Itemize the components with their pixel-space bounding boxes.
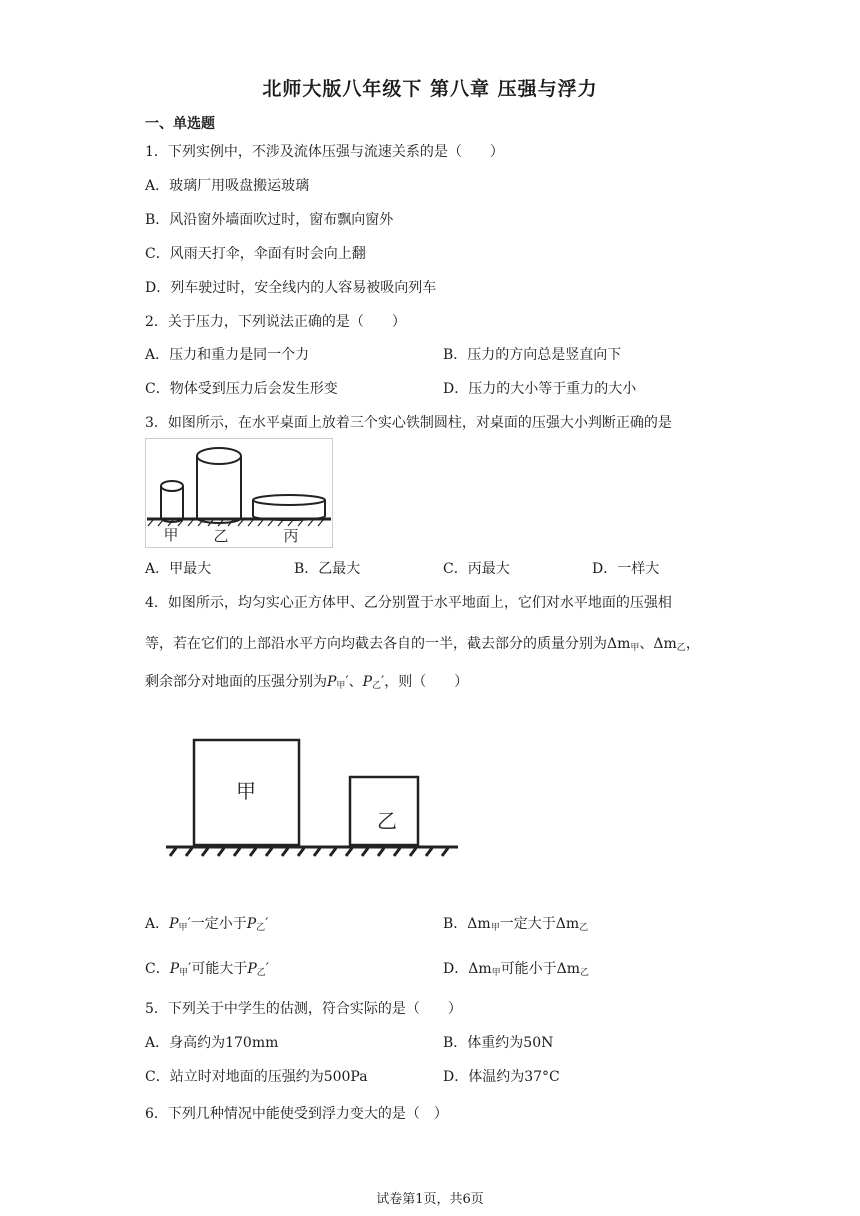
- question-3-option-b: B．乙最大: [294, 561, 361, 577]
- question-3-option-c: C．丙最大: [443, 561, 510, 577]
- question-1-option-c: C．风雨天打伞，伞面有时会向上翻: [145, 246, 366, 262]
- section-heading: 一、单选题: [145, 116, 215, 132]
- question-5-stem: 5．下列关于中学生的估测，符合实际的是（ ）: [145, 1001, 462, 1017]
- delta-m-jia: $\Delta m_甲$: [607, 636, 640, 653]
- question-1-stem: 1．下列实例中，不涉及流体压强与流速关系的是（ ）: [145, 144, 504, 160]
- question-4-stem-line1: 4．如图所示，均匀实心正方体甲、乙分别置于水平地面上，它们对水平地面的压强相: [145, 595, 672, 611]
- stem-line2-text: 等，若在它们的上部沿水平方向均截去各自的一半，截去部分的质量分别为: [145, 636, 607, 652]
- question-4-option-a: A．$P_甲'$一定小于$P_乙'$: [145, 916, 269, 933]
- question-6-stem: 6．下列几种情况中能使受到浮力变大的是（ ）: [145, 1106, 448, 1122]
- question-1-option-d: D．列车驶过时，安全线内的人容易被吸向列车: [145, 280, 437, 296]
- question-2-stem: 2．关于压力，下列说法正确的是（ ）: [145, 314, 406, 330]
- label-yi: 乙: [213, 527, 229, 545]
- question-3-option-d: D．一样大: [592, 561, 660, 577]
- question-5-option-d: D．体温约为37°C: [443, 1069, 560, 1085]
- page-footer: 试卷第1页，共6页: [376, 1192, 484, 1207]
- question-5-option-a: A．身高约为170mm: [145, 1035, 279, 1051]
- label-bing: 丙: [283, 527, 299, 545]
- question-4-stem-line3: 剩余部分对地面的压强分别为$P_甲'$、$P_乙'$，则（ ）: [145, 674, 469, 691]
- question-4-stem-line2: 等，若在它们的上部沿水平方向均截去各自的一半，截去部分的质量分别为$\Delta m_甲$、$\Delta m_乙$，: [145, 636, 700, 653]
- page-title: 北师大版八年级下 第八章 压强与浮力: [262, 78, 598, 100]
- question-5-option-c: C．站立时对地面的压强约为500Pa: [145, 1069, 368, 1085]
- question-4-option-c: C．$P_甲'$可能大于$P_乙'$: [145, 961, 269, 978]
- question-4-option-b: B．$\Delta m_甲$一定大于$\Delta m_乙$: [443, 916, 589, 933]
- question-4-option-d: D．$\Delta m_甲$可能小于$\Delta m_乙$: [443, 961, 590, 978]
- question-3-option-a: A．甲最大: [145, 561, 212, 577]
- question-2-option-a: A．压力和重力是同一个力: [145, 347, 310, 363]
- question-1-option-b: B．风沿窗外墙面吹过时，窗布飘向窗外: [145, 212, 394, 228]
- label-cube-jia: 甲: [236, 779, 256, 803]
- question-5-option-b: B．体重约为50N: [443, 1035, 554, 1051]
- label-jia: 甲: [163, 526, 179, 544]
- question-2-option-b: B．压力的方向总是竖直向下: [443, 347, 622, 363]
- cylinder-bing: [253, 495, 325, 520]
- question-2-option-c: C．物体受到压力后会发生形变: [145, 381, 338, 397]
- question-4-figure: [160, 730, 465, 860]
- question-1-option-a: A．玻璃厂用吸盘搬运玻璃: [145, 178, 310, 194]
- label-cube-yi: 乙: [377, 809, 397, 833]
- question-3-stem: 3．如图所示，在水平桌面上放着三个实心铁制圆柱，对桌面的压强大小判断正确的是: [145, 415, 672, 431]
- delta-m-yi: $\Delta m_乙$: [653, 636, 686, 653]
- ground-hatching: [170, 848, 448, 856]
- cylinder-jia: [161, 481, 183, 522]
- question-3-figure: [145, 438, 333, 548]
- question-2-option-d: D．压力的大小等于重力的大小: [443, 381, 637, 397]
- cylinder-yi: [197, 448, 241, 523]
